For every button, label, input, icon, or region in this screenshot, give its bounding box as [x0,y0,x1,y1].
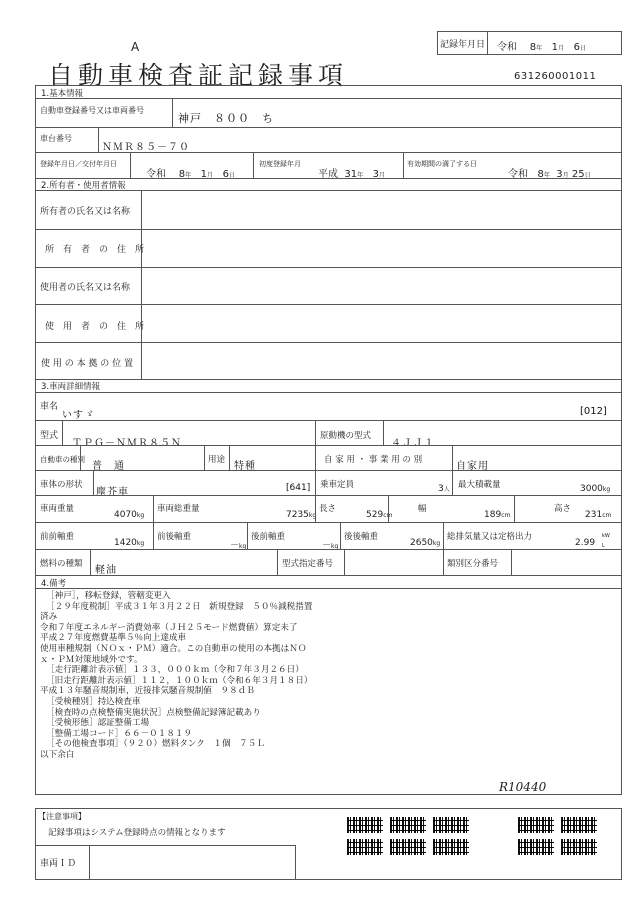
category-label: 類別区分番号 [447,559,499,569]
gross-weight-label: 車両総重量 [157,504,200,514]
type-designation-label: 型式指定番号 [282,559,334,569]
height-label: 高さ [554,504,572,514]
section2-title: 2.所有者・使用者情報 [41,181,126,191]
notes-title: 【注意事項】 [38,812,86,821]
capacity-label: 乗車定員 [320,480,355,490]
height-value: 231cm [585,510,612,520]
qr-code [347,839,383,855]
reg-number-label: 自動車登録番号又は車両番号 [40,106,144,115]
length-label: 長さ [319,504,337,514]
expiry-value: 令和 8年 3月 25日 [508,169,591,180]
owner-address-label: 所 有 者 の 住 所 [45,245,145,255]
maker-label: 車名 [40,402,59,412]
remarks-line: ｘ・ＰＭ対策地域外です。 [40,654,143,665]
use-value: 特種 [234,461,256,472]
model-label: 型式 [40,431,59,441]
first-reg-label: 初度登録年月 [259,160,301,168]
remarks-line: 使用車種規制（ＮＯｘ・ＰＭ）適合。この自動車の使用の本拠はＮＯ [40,643,307,654]
displacement-unit: kW L [602,533,610,549]
remarks-line: ［旧走行距離計表示値］１１２，１００ｋｍ（令和６年３月１８日） [46,675,313,686]
fuel-label: 燃料の種類 [40,559,83,569]
private-label: 自 家 用 ・ 事 業 用 の 別 [324,455,423,465]
qr-code [561,839,597,855]
rf-axle-label: 後前軸重 [251,532,286,542]
use-label: 用途 [208,455,226,465]
header-mark: A [131,40,140,54]
remarks-line: ［受検種別］持込検査車 [46,696,141,707]
user-name-label: 使用者の氏名又は名称 [40,283,131,293]
remarks-line: 平成２７年度燃費基準５％向上達成車 [40,633,187,644]
max-load-value: 3000kg [580,484,611,494]
engine-label: 原動機の型式 [320,431,372,441]
section3-title: 3.車両詳細情報 [41,382,101,392]
remarks-line: ［整備工場コード］６６－０１８１９ [46,728,193,739]
rf-axle-value: －kg [322,541,339,551]
ff-axle-label: 前前軸重 [40,532,75,542]
displacement-label: 総排気量又は定格出力 [447,532,533,542]
qr-code [433,817,469,833]
fr-axle-label: 前後軸重 [157,532,192,542]
body-label: 車体の形状 [40,480,83,490]
fr-axle-value: －kg [230,541,247,551]
remarks-text [40,591,312,761]
engine-value: ４ＪＪ１ [391,438,435,449]
first-reg-value: 平成 31年 3月 [318,169,386,180]
qr-code [518,839,554,855]
record-date-label: 記録年月日 [440,40,486,50]
qr-code [433,839,469,855]
qr-code [561,817,597,833]
reg-date-value: 令和 8年 1月 6日 [146,169,235,180]
remarks-line: 平成１３年騒音規制車，近接排気騒音規制値 ９８ｄＢ [40,686,255,697]
remarks-line: ［神戸］，移転登録，管轄変更入 [46,591,171,601]
maker-value: いすゞ [62,410,95,421]
user-address-label: 使 用 者 の 住 所 [45,322,145,332]
chassis-label: 車台番号 [40,134,72,143]
private-value: 自家用 [456,461,489,472]
remarks-line: 済み [40,612,58,623]
weight-label: 車両重量 [40,504,75,514]
kind-label: 自動車の種別 [40,455,85,464]
max-load-label: 最大積載量 [458,480,501,490]
remarks-line: ［走行距離計表示値］１３３，０００ｋｍ（令和７年３月２６日） [46,665,304,676]
document-number: 631260001011 [514,71,597,82]
remarks-line: ［２９年度税制］平成３１年３月２２日 新規登録 ５０％減税措置 [46,601,313,612]
reg-date-label: 登録年月日／交付年月日 [40,160,117,168]
width-label: 幅 [418,504,427,514]
length-value: 529cm [366,510,393,520]
document-title: 自動車検査証記録事項 [48,61,349,90]
reg-number-value: 神戸 ８００ ち [178,112,274,125]
remarks-line: 以下余白 [40,749,75,760]
base-location-label: 使 用 の 本 拠 の 位 置 [41,359,134,369]
owner-name-label: 所有者の氏名又は名称 [40,207,131,217]
ff-axle-value: 1420kg [114,538,145,548]
qr-code [347,817,383,833]
displacement-value: 2.99 [575,538,596,548]
expiry-label: 有効期間の満了する日 [407,160,477,168]
body-code: [641] [286,483,311,493]
notes-text: 記録事項はシステム登録時点の情報となります [48,828,226,838]
fuel-value: 軽油 [95,565,117,576]
model-value: ＴＰＧ－ＮＭＲ８５Ｎ [72,438,182,449]
qr-code [390,817,426,833]
handwritten-stamp: R10440 [499,780,547,794]
qr-code [390,839,426,855]
section1-title: 1.基本情報 [41,89,84,99]
chassis-value: ＮＭＲ８５－７０ [102,142,190,153]
vehicle-id-label: 車両ＩＤ [40,859,77,869]
maker-code: [012] [580,406,607,417]
gross-weight-value: 7235kg [286,510,317,520]
weight-value: 4070kg [114,510,145,520]
rr-axle-value: 2650kg [410,538,441,548]
rr-axle-label: 後後軸重 [344,532,379,542]
qr-code [518,817,554,833]
remarks-line: 令和７年度エネルギー消費効率（ＪＨ２５モード燃費値）算定未了 [40,622,298,633]
remarks-line: ［受検形態］認証整備工場 [46,718,150,729]
kind-value: 普 通 [92,461,125,472]
remarks-line: ［その他検査事項］（９２０）燃料タンク １個 ７５Ｌ [46,739,265,750]
width-value: 189cm [484,510,511,520]
capacity-value: 3人 [438,484,450,494]
record-date: 令和 8年 1月 6日 [497,42,586,53]
section4-title: 4.備考 [41,579,67,589]
remarks-line: ［検査時の点検整備実施状況］点検整備記録簿記載あり [46,707,261,718]
body-value: 塵芥車 [96,487,129,498]
